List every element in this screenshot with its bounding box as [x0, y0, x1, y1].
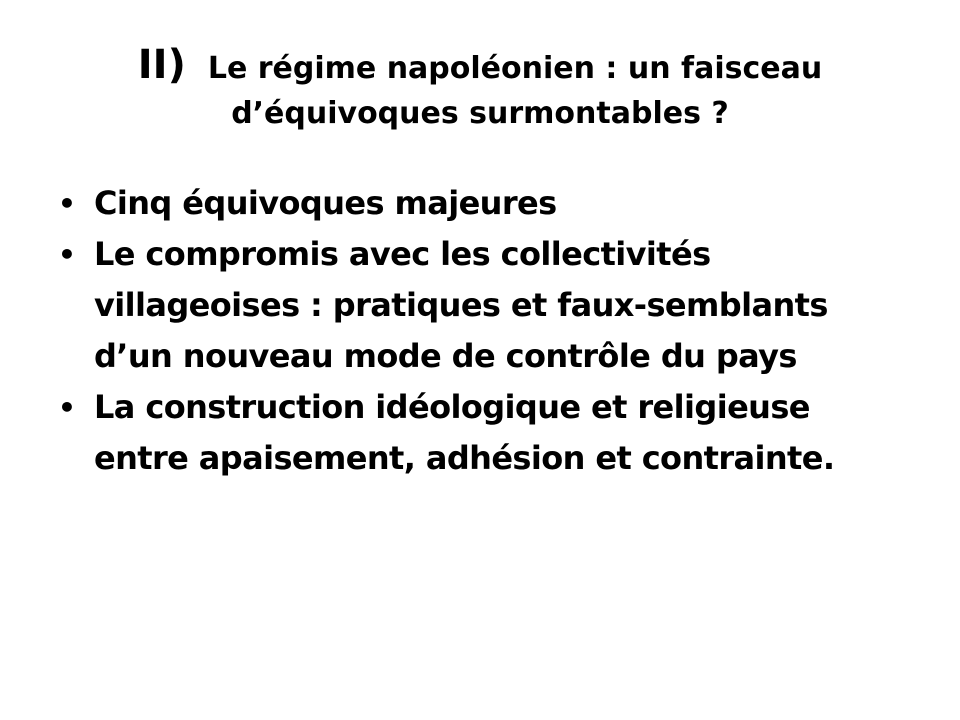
bullet-item-2: [58, 229, 918, 382]
bullet-icon: •: [58, 238, 76, 271]
bullet-item-1: [58, 178, 918, 229]
bullet-3-line-1: La construction idéologique et religieuse: [94, 388, 810, 426]
bullet-1-line-1: Cinq équivoques majeures: [94, 184, 557, 222]
bullet-icon: •: [58, 187, 76, 220]
slide-title: [40, 38, 920, 135]
bullet-item-3: [58, 382, 918, 484]
title-numeral: II): [137, 42, 186, 88]
title-line-1: [40, 38, 920, 92]
bullet-icon: •: [58, 391, 76, 424]
title-text-1: Le régime napoléonien : un faisceau: [207, 51, 823, 86]
bullet-3-line-2: entre apaisement, adhésion et contrainte.: [94, 439, 835, 477]
title-line-2: d’équivoques surmontables ?: [231, 96, 729, 131]
bullet-2-line-3: d’un nouveau mode de contrôle du pays: [94, 337, 797, 375]
bullet-list: [58, 178, 918, 484]
bullet-2-line-2: villageoises : pratiques et faux-semblants: [94, 286, 828, 324]
bullet-2-line-1: Le compromis avec les collectivités: [94, 235, 711, 273]
